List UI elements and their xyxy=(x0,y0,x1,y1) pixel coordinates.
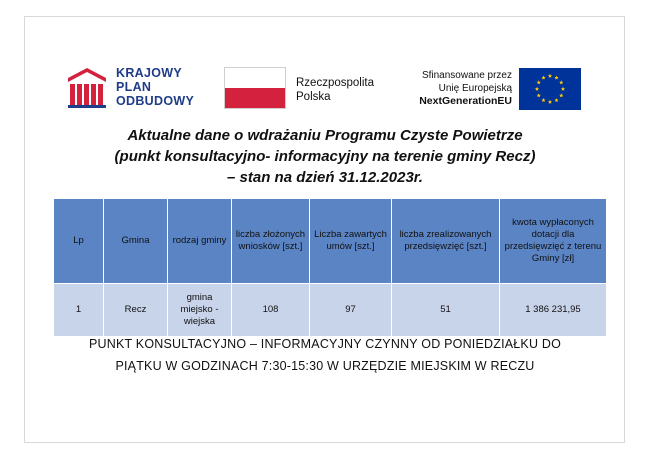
header-lp: Lp xyxy=(54,199,104,284)
table-header-row xyxy=(54,199,607,284)
cell-liczba-wnioskow: 108 xyxy=(232,284,310,337)
cell-kwota-dotacji: 1 386 231,95 xyxy=(500,284,607,337)
cell-gmina: Recz xyxy=(104,284,168,337)
kpo-logo-text xyxy=(116,66,194,108)
eu-line: NextGenerationEU xyxy=(419,95,512,107)
kpo-building-icon xyxy=(68,68,106,108)
header-kwota-dotacji: kwota wypłaconych dotacji dla przedsięwzięć z terenu Gminy [zł] xyxy=(500,199,607,284)
rp-line: Rzeczpospolita xyxy=(296,77,374,89)
header-liczba-wnioskow: liczba złożonych wniosków [szt.] xyxy=(232,199,310,284)
opening-hours-notice xyxy=(30,333,620,377)
cell-liczba-przedsiewziec: 51 xyxy=(392,284,500,337)
cell-rodzaj-gminy: gmina miejsko - wiejska xyxy=(168,284,232,337)
kpo-line: ODBUDOWY xyxy=(116,94,195,108)
header-liczba-umow: Liczba zawartych umów [szt.] xyxy=(310,199,392,284)
kpo-logo xyxy=(68,66,218,112)
kpo-line: PLAN xyxy=(116,80,152,94)
title-line: (punkt konsultacyjno- informacyjny na terenie gminy Recz) xyxy=(114,148,536,165)
eu-flag-icon xyxy=(519,68,581,110)
cell-lp: 1 xyxy=(54,284,104,337)
header-rodzaj-gminy: rodzaj gminy xyxy=(168,199,232,284)
rp-line: Polska xyxy=(296,91,331,103)
header-liczba-przedsiewziec: liczba zrealizowanych przedsięwzięć [szt.] xyxy=(392,199,500,284)
notice-line: PIĄTKU W GODZINACH 7:30-15:30 W URZĘDZIE MIEJSKIM W RECZU xyxy=(115,359,535,373)
page-title xyxy=(40,125,610,188)
eu-line: Sfinansowane przez xyxy=(421,70,512,81)
kpo-line: KRAJOWY xyxy=(116,66,182,80)
polish-flag-icon xyxy=(224,67,286,109)
table-row xyxy=(54,284,607,337)
eu-logo-text xyxy=(400,69,512,108)
header-gmina: Gmina xyxy=(104,199,168,284)
logo-bar xyxy=(0,0,650,120)
title-line: Aktualne dane o wdrażaniu Programu Czyste Powietrze xyxy=(127,127,523,144)
notice-line: PUNKT KONSULTACYJNO – INFORMACYJNY CZYNNY OD PONIEDZIAŁKU DO xyxy=(88,337,562,351)
title-line: – stan na dzień 31.12.2023r. xyxy=(227,169,423,186)
data-table xyxy=(53,198,607,337)
cell-liczba-umow: 97 xyxy=(310,284,392,337)
rp-logo-text xyxy=(296,76,374,104)
eu-line: Unię Europejską xyxy=(438,83,512,94)
